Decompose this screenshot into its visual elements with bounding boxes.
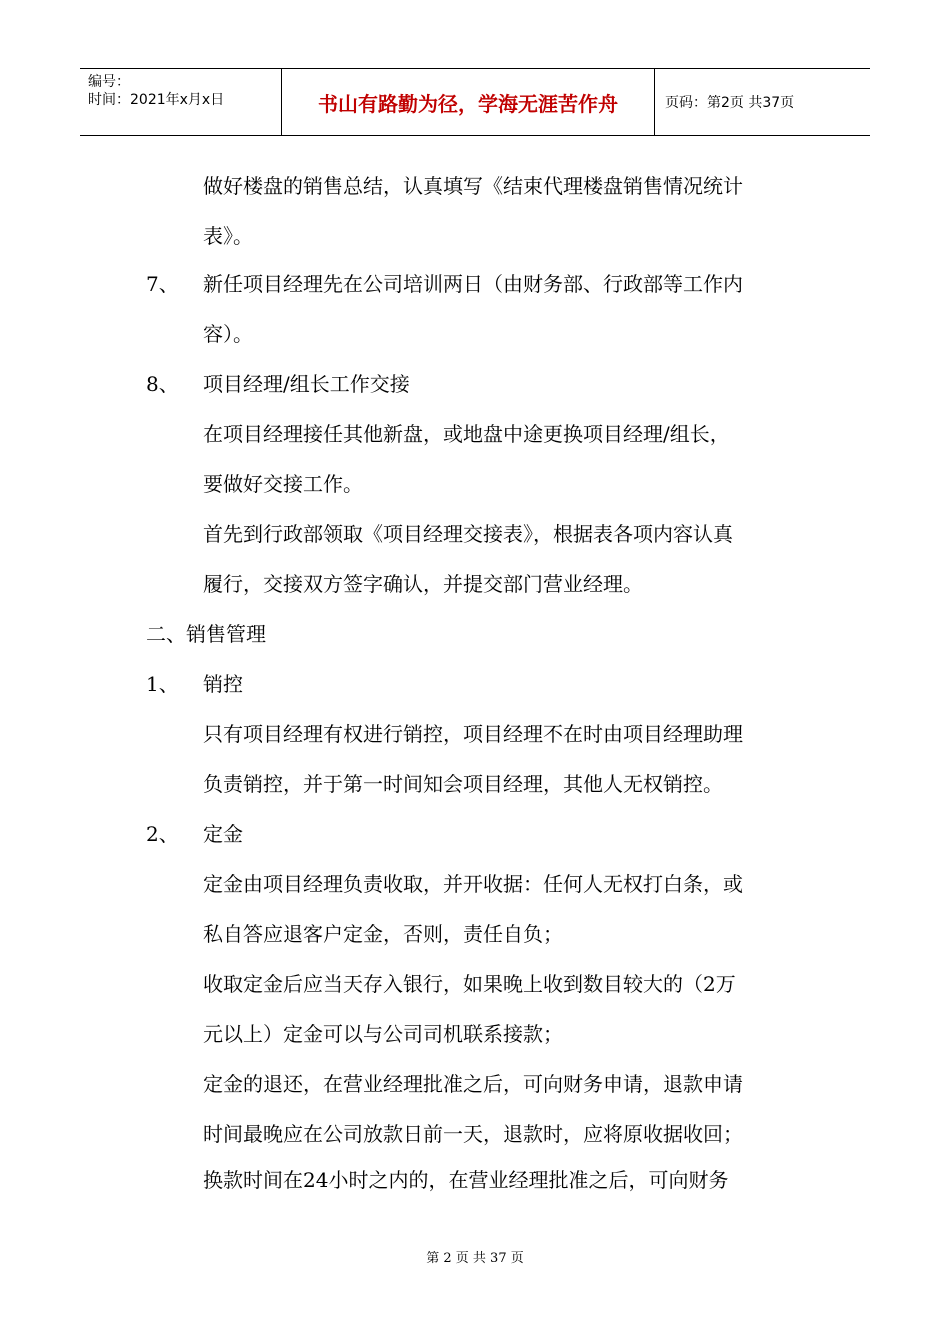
paragraph-line: 元以上）定金可以与公司司机联系接款； bbox=[203, 1022, 563, 1046]
paragraph-line: 时间最晚应在公司放款日前一天，退款时，应将原收据收回； bbox=[203, 1122, 743, 1146]
header-motto: 书山有路勤为径，学海无涯苦作舟 bbox=[282, 69, 655, 135]
list-item-title: 销控 bbox=[203, 672, 243, 696]
list-number: 2、 bbox=[146, 822, 179, 846]
paragraph-line: 负责销控，并于第一时间知会项目经理，其他人无权销控。 bbox=[203, 772, 723, 796]
date-label: 时间：2021年x月x日 bbox=[88, 92, 225, 108]
list-number: 1、 bbox=[146, 672, 179, 696]
header-meta-cell bbox=[80, 69, 282, 135]
paragraph-line: 在项目经理接任其他新盘，或地盘中途更换项目经理/组长， bbox=[203, 422, 730, 446]
paragraph-line: 首先到行政部领取《项目经理交接表》，根据表各项内容认真 bbox=[203, 522, 733, 546]
paragraph-line: 私自答应退客户定金，否则，责任自负； bbox=[203, 922, 563, 946]
list-number: 7、 bbox=[146, 272, 179, 296]
paragraph-line: 表》。 bbox=[203, 224, 253, 248]
paragraph-line: 定金由项目经理负责收取，并开收据：任何人无权打白条，或 bbox=[203, 872, 743, 896]
paragraph-line: 容）。 bbox=[203, 322, 253, 346]
list-item-text: 新任项目经理先在公司培训两日（由财务部、行政部等工作内 bbox=[203, 272, 743, 296]
paragraph-line: 履行，交接双方签字确认，并提交部门营业经理。 bbox=[203, 572, 643, 596]
list-item-title: 定金 bbox=[203, 822, 243, 846]
paragraph-line: 要做好交接工作。 bbox=[203, 472, 363, 496]
list-item-title: 项目经理/组长工作交接 bbox=[203, 372, 410, 396]
paragraph-line: 收取定金后应当天存入银行，如果晚上收到数目较大的（2万 bbox=[203, 972, 736, 996]
serial-label: 编号： bbox=[88, 74, 130, 90]
header-page-info: 页码：第2页 共37页 bbox=[665, 95, 795, 111]
list-number: 8、 bbox=[146, 372, 179, 396]
page-footer: 第 2 页 共 37 页 bbox=[426, 1251, 524, 1266]
paragraph-line: 只有项目经理有权进行销控，项目经理不在时由项目经理助理 bbox=[203, 722, 743, 746]
paragraph-line: 换款时间在24小时之内的，在营业经理批准之后，可向财务 bbox=[203, 1168, 729, 1192]
document-header bbox=[80, 68, 870, 136]
section-heading: 二、销售管理 bbox=[146, 622, 266, 646]
paragraph-line: 定金的退还，在营业经理批准之后，可向财务申请，退款申请 bbox=[203, 1072, 743, 1096]
paragraph-line: 做好楼盘的销售总结，认真填写《结束代理楼盘销售情况统计 bbox=[203, 174, 743, 198]
